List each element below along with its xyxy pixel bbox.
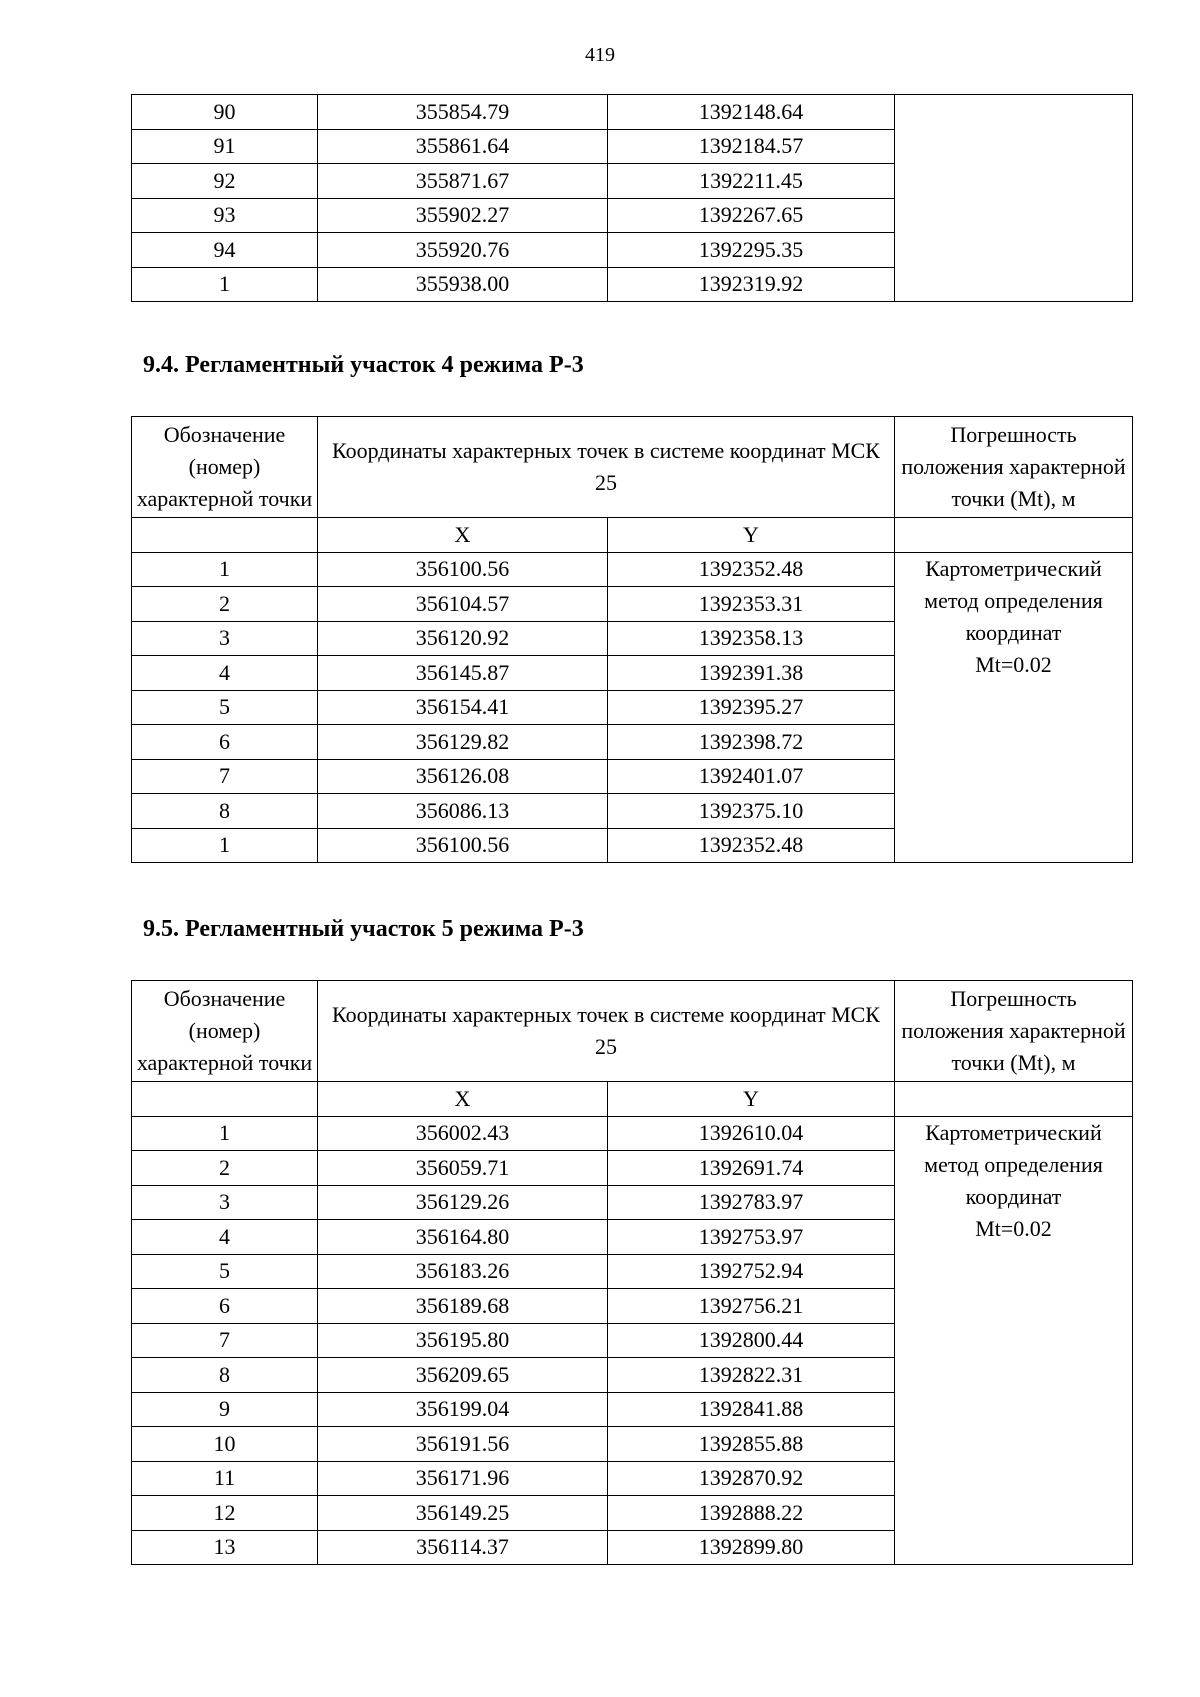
point-number-cell: 5	[132, 690, 318, 725]
y-coordinate-cell: 1392267.65	[608, 198, 895, 233]
y-coordinate-cell: 1392610.04	[608, 1116, 895, 1151]
header-accuracy: Погрешность положения характерной точки (Mt), м	[895, 981, 1133, 1082]
point-number-cell: 9	[132, 1392, 318, 1427]
point-number-cell: 1	[132, 1116, 318, 1151]
x-coordinate-cell: 356002.43	[318, 1116, 608, 1151]
point-number-cell: 3	[132, 621, 318, 656]
x-coordinate-cell: 355938.00	[318, 267, 608, 302]
point-number-cell: 2	[132, 587, 318, 622]
x-coordinate-cell: 356189.68	[318, 1289, 608, 1324]
header-x: X	[318, 1082, 608, 1117]
method-line: Mt=0.02	[975, 1215, 1052, 1241]
y-coordinate-cell: 1392398.72	[608, 725, 895, 760]
point-number-cell: 1	[132, 552, 318, 587]
y-coordinate-cell: 1392691.74	[608, 1151, 895, 1186]
header-point-number: Обозначение (номер) характерной точки	[132, 417, 318, 518]
point-number-cell: 5	[132, 1254, 318, 1289]
y-coordinate-cell: 1392353.31	[608, 587, 895, 622]
header-y: Y	[608, 518, 895, 553]
x-coordinate-cell: 356129.82	[318, 725, 608, 760]
table-continuation	[131, 94, 1133, 302]
header-y: Y	[608, 1082, 895, 1117]
x-coordinate-cell: 356120.92	[318, 621, 608, 656]
method-line: координат	[965, 1183, 1062, 1209]
x-coordinate-cell: 356199.04	[318, 1392, 608, 1427]
accuracy-method-cell	[895, 1116, 1133, 1565]
table-row	[132, 95, 1133, 130]
header-empty-cell	[895, 518, 1133, 553]
method-line: метод определения	[924, 1151, 1103, 1177]
x-coordinate-cell: 356129.26	[318, 1185, 608, 1220]
x-coordinate-cell: 356183.26	[318, 1254, 608, 1289]
header-coordinates: Координаты характерных точек в системе координат МСК 25	[318, 981, 895, 1082]
x-coordinate-cell: 355902.27	[318, 198, 608, 233]
x-coordinate-cell: 356149.25	[318, 1496, 608, 1531]
point-number-cell: 93	[132, 198, 318, 233]
y-coordinate-cell: 1392800.44	[608, 1323, 895, 1358]
header-empty-cell	[895, 1082, 1133, 1117]
x-coordinate-cell: 356100.56	[318, 552, 608, 587]
point-number-cell: 8	[132, 794, 318, 829]
header-accuracy: Погрешность положения характерной точки (Mt), м	[895, 417, 1133, 518]
y-coordinate-cell: 1392888.22	[608, 1496, 895, 1531]
x-coordinate-cell: 356171.96	[318, 1461, 608, 1496]
y-coordinate-cell: 1392395.27	[608, 690, 895, 725]
point-number-cell: 92	[132, 164, 318, 199]
y-coordinate-cell: 1392870.92	[608, 1461, 895, 1496]
x-coordinate-cell: 355861.64	[318, 129, 608, 164]
point-number-cell: 90	[132, 95, 318, 130]
point-number-cell: 7	[132, 1323, 318, 1358]
section-5-heading: 9.5. Регламентный участок 5 режима Р-3	[143, 916, 584, 942]
table-section-5	[131, 980, 1133, 1565]
accuracy-method-cell	[895, 552, 1133, 863]
method-line: Картометрический	[925, 555, 1102, 581]
point-number-cell: 11	[132, 1461, 318, 1496]
page-number: 419	[585, 44, 615, 66]
y-coordinate-cell: 1392295.35	[608, 233, 895, 268]
y-coordinate-cell: 1392841.88	[608, 1392, 895, 1427]
x-coordinate-cell: 356191.56	[318, 1427, 608, 1462]
section-4-heading: 9.4. Регламентный участок 4 режима Р-3	[143, 352, 584, 378]
y-coordinate-cell: 1392756.21	[608, 1289, 895, 1324]
method-line: Картометрический	[925, 1119, 1102, 1145]
y-coordinate-cell: 1392753.97	[608, 1220, 895, 1255]
point-number-cell: 4	[132, 656, 318, 691]
header-x: X	[318, 518, 608, 553]
table-row	[132, 1116, 1133, 1151]
x-coordinate-cell: 356195.80	[318, 1323, 608, 1358]
accuracy-empty-cell	[895, 95, 1133, 302]
x-coordinate-cell: 356100.56	[318, 828, 608, 863]
table-row	[132, 552, 1133, 587]
method-line: координат	[965, 619, 1062, 645]
point-number-cell: 1	[132, 828, 318, 863]
point-number-cell: 6	[132, 1289, 318, 1324]
x-coordinate-cell: 355920.76	[318, 233, 608, 268]
point-number-cell: 12	[132, 1496, 318, 1531]
y-coordinate-cell: 1392184.57	[608, 129, 895, 164]
point-number-cell: 8	[132, 1358, 318, 1393]
x-coordinate-cell: 356145.87	[318, 656, 608, 691]
header-empty-cell	[132, 1082, 318, 1117]
y-coordinate-cell: 1392899.80	[608, 1530, 895, 1565]
y-coordinate-cell: 1392319.92	[608, 267, 895, 302]
y-coordinate-cell: 1392855.88	[608, 1427, 895, 1462]
y-coordinate-cell: 1392148.64	[608, 95, 895, 130]
point-number-cell: 13	[132, 1530, 318, 1565]
table-section-4	[131, 416, 1133, 863]
x-coordinate-cell: 356114.37	[318, 1530, 608, 1565]
y-coordinate-cell: 1392401.07	[608, 759, 895, 794]
x-coordinate-cell: 356104.57	[318, 587, 608, 622]
x-coordinate-cell: 356059.71	[318, 1151, 608, 1186]
point-number-cell: 10	[132, 1427, 318, 1462]
x-coordinate-cell: 356086.13	[318, 794, 608, 829]
method-line: метод определения	[924, 587, 1103, 613]
point-number-cell: 91	[132, 129, 318, 164]
y-coordinate-cell: 1392352.48	[608, 828, 895, 863]
header-point-number: Обозначение (номер) характерной точки	[132, 981, 318, 1082]
y-coordinate-cell: 1392375.10	[608, 794, 895, 829]
y-coordinate-cell: 1392391.38	[608, 656, 895, 691]
header-empty-cell	[132, 518, 318, 553]
header-coordinates: Координаты характерных точек в системе координат МСК 25	[318, 417, 895, 518]
y-coordinate-cell: 1392352.48	[608, 552, 895, 587]
point-number-cell: 2	[132, 1151, 318, 1186]
y-coordinate-cell: 1392822.31	[608, 1358, 895, 1393]
x-coordinate-cell: 356209.65	[318, 1358, 608, 1393]
point-number-cell: 4	[132, 1220, 318, 1255]
x-coordinate-cell: 356154.41	[318, 690, 608, 725]
x-coordinate-cell: 356126.08	[318, 759, 608, 794]
y-coordinate-cell: 1392211.45	[608, 164, 895, 199]
y-coordinate-cell: 1392783.97	[608, 1185, 895, 1220]
x-coordinate-cell: 355854.79	[318, 95, 608, 130]
x-coordinate-cell: 355871.67	[318, 164, 608, 199]
y-coordinate-cell: 1392358.13	[608, 621, 895, 656]
point-number-cell: 6	[132, 725, 318, 760]
point-number-cell: 1	[132, 267, 318, 302]
y-coordinate-cell: 1392752.94	[608, 1254, 895, 1289]
point-number-cell: 3	[132, 1185, 318, 1220]
point-number-cell: 94	[132, 233, 318, 268]
x-coordinate-cell: 356164.80	[318, 1220, 608, 1255]
point-number-cell: 7	[132, 759, 318, 794]
method-line: Mt=0.02	[975, 651, 1052, 677]
